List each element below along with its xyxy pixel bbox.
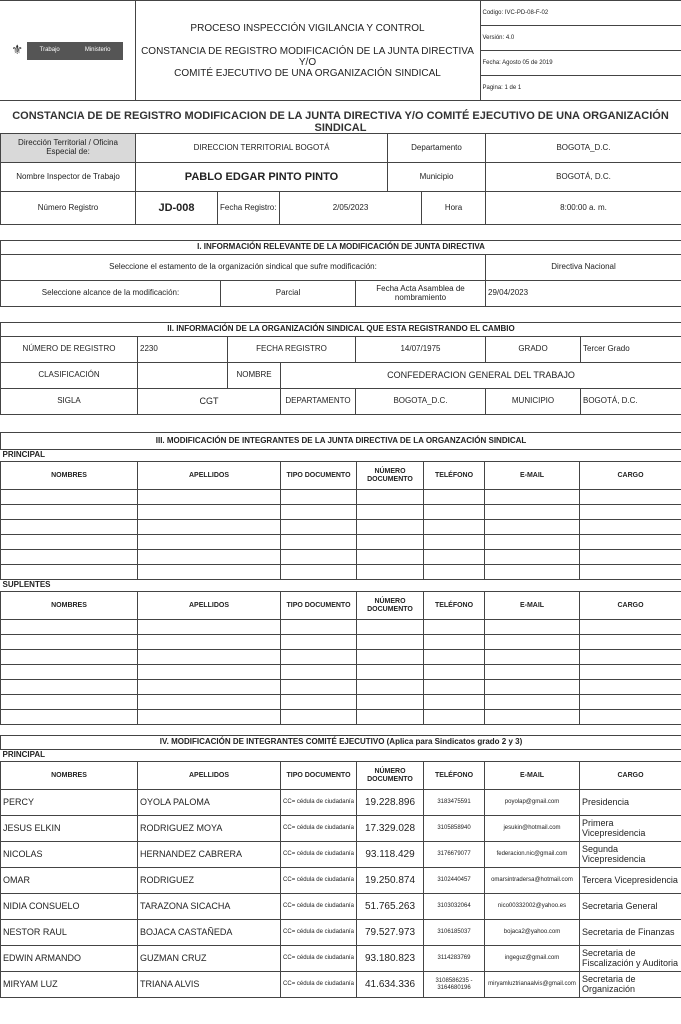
empty-cell xyxy=(580,550,681,565)
empty-cell xyxy=(281,550,357,565)
table-row xyxy=(1,920,681,946)
empty-cell xyxy=(485,505,580,520)
empty-cell xyxy=(424,620,485,635)
empty-cell xyxy=(138,710,281,725)
alcance-label: Seleccione alcance de la modificación: xyxy=(1,281,221,307)
empty-cell xyxy=(281,710,357,725)
numero-documento-cell: 93.118.429 xyxy=(357,842,424,868)
empty-cell xyxy=(138,695,281,710)
fecha-label: Fecha Registro: xyxy=(218,192,280,225)
cargo-cell: Secretaria de Finanzas xyxy=(580,920,681,946)
telefono-cell: 3105858940 xyxy=(424,816,485,842)
section-4-header: NOMBRES APELLIDOS TIPO DOCUMENTO NÚMERO DOCUMENTO TELÉFONO E-MAIL CARGO xyxy=(1,762,681,790)
empty-cell xyxy=(357,505,424,520)
empty-cell xyxy=(138,550,281,565)
empty-cell xyxy=(580,505,681,520)
telefono-cell: 3183475591 xyxy=(424,790,485,816)
empty-cell xyxy=(485,680,580,695)
empty-cell xyxy=(138,680,281,695)
nombre-value: CONFEDERACION GENERAL DEL TRABAJO xyxy=(281,363,681,389)
empty-cell xyxy=(357,565,424,580)
empty-cell xyxy=(424,635,485,650)
empty-cell xyxy=(1,635,138,650)
empty-cell xyxy=(138,490,281,505)
empty-cell xyxy=(580,635,681,650)
clasificacion-label: CLASIFICACIÓN xyxy=(1,363,138,389)
section-3-suplentes: SUPLENTES xyxy=(1,580,681,592)
empty-cell xyxy=(138,650,281,665)
empty-cell xyxy=(1,620,138,635)
empty-cell xyxy=(580,490,681,505)
tipo-documento-cell: CC= cédula de ciudadanía xyxy=(281,894,357,920)
grado-value: Tercer Grado xyxy=(581,337,681,363)
apellido-cell: BOJACA CASTAÑEDA xyxy=(138,920,281,946)
empty-cell xyxy=(580,620,681,635)
empty-cell xyxy=(138,505,281,520)
nombre-cell: OMAR xyxy=(1,868,138,894)
empty-cell xyxy=(485,550,580,565)
tipo-documento-cell: CC= cédula de ciudadanía xyxy=(281,790,357,816)
numero-documento-cell: 93.180.823 xyxy=(357,946,424,972)
apellido-cell: TRIANA ALVIS xyxy=(138,972,281,998)
empty-cell xyxy=(485,520,580,535)
numero-documento-cell: 19.228.896 xyxy=(357,790,424,816)
empty-cell xyxy=(281,620,357,635)
sigla-value: CGT xyxy=(138,389,281,415)
inspector-label: Nombre Inspector de Trabajo xyxy=(1,163,136,192)
sec2-mun-label: MUNICIPIO xyxy=(486,389,581,415)
table-row xyxy=(1,842,681,868)
empty-cell xyxy=(281,650,357,665)
email-cell: omarsintradersa@hotmail.com xyxy=(485,868,580,894)
sec2-depto-value: BOGOTA_D.C. xyxy=(356,389,486,415)
apellido-cell: RODRIGUEZ MOYA xyxy=(138,816,281,842)
info-table xyxy=(0,133,681,192)
empty-cell xyxy=(1,490,138,505)
empty-cell xyxy=(424,695,485,710)
principal-empty-row xyxy=(1,505,681,520)
apellido-cell: RODRIGUEZ xyxy=(138,868,281,894)
empty-cell xyxy=(1,505,138,520)
apellido-cell: HERNANDEZ CABRERA xyxy=(138,842,281,868)
empty-cell xyxy=(1,650,138,665)
empty-cell xyxy=(485,620,580,635)
numero-documento-cell: 19.250.874 xyxy=(357,868,424,894)
empty-cell xyxy=(580,565,681,580)
empty-cell xyxy=(138,665,281,680)
empty-cell xyxy=(281,565,357,580)
empty-cell xyxy=(1,695,138,710)
apellido-cell: GUZMAN CRUZ xyxy=(138,946,281,972)
empty-cell xyxy=(424,680,485,695)
num-registro-label: NÚMERO DE REGISTRO xyxy=(1,337,138,363)
estamento-value: Directiva Nacional xyxy=(486,255,681,281)
section-1 xyxy=(0,240,681,307)
numero-documento-cell: 41.634.336 xyxy=(357,972,424,998)
empty-cell xyxy=(1,520,138,535)
empty-cell xyxy=(485,710,580,725)
empty-cell xyxy=(424,550,485,565)
empty-cell xyxy=(485,635,580,650)
empty-cell xyxy=(424,665,485,680)
email-cell: poyolap@gmail.com xyxy=(485,790,580,816)
empty-cell xyxy=(357,680,424,695)
table-row xyxy=(1,946,681,972)
acta-label: Fecha Acta Asamblea de nombramiento xyxy=(356,281,486,307)
tipo-documento-cell: CC= cédula de ciudadanía xyxy=(281,868,357,894)
principal-empty-row xyxy=(1,520,681,535)
principal-empty-row xyxy=(1,565,681,580)
tipo-documento-cell: CC= cédula de ciudadanía xyxy=(281,842,357,868)
section-2 xyxy=(0,322,681,415)
empty-cell xyxy=(1,565,138,580)
table-row xyxy=(1,868,681,894)
hora-value: 8:00:00 a. m. xyxy=(486,192,681,225)
empty-cell xyxy=(281,520,357,535)
dir-label: Dirección Territorial / Oficina Especial de: xyxy=(1,134,136,163)
empty-cell xyxy=(281,505,357,520)
suplente-empty-row xyxy=(1,620,681,635)
empty-cell xyxy=(357,535,424,550)
nombre-cell: PERCY xyxy=(1,790,138,816)
empty-cell xyxy=(580,695,681,710)
suplente-empty-row xyxy=(1,680,681,695)
section-4 xyxy=(0,735,681,998)
email-cell: jesukin@hotmail.com xyxy=(485,816,580,842)
depto-value: BOGOTA_D.C. xyxy=(486,134,681,163)
empty-cell xyxy=(357,695,424,710)
empty-cell xyxy=(485,695,580,710)
empty-cell xyxy=(424,505,485,520)
tipo-documento-cell: CC= cédula de ciudadanía xyxy=(281,972,357,998)
numero-documento-cell: 79.527.973 xyxy=(357,920,424,946)
empty-cell xyxy=(138,620,281,635)
empty-cell xyxy=(580,665,681,680)
empty-cell xyxy=(1,710,138,725)
grado-label: GRADO xyxy=(486,337,581,363)
table-row xyxy=(1,894,681,920)
empty-cell xyxy=(580,680,681,695)
section-1-title: I. INFORMACIÓN RELEVANTE DE LA MODIFICACIÓN DE JUNTA DIRECTIVA xyxy=(1,241,681,255)
email-cell: federacion.nic@gmail.com xyxy=(485,842,580,868)
sec2-mun-value: BOGOTÁ, D.C. xyxy=(581,389,681,415)
estamento-label: Seleccione el estamento de la organización sindical que sufre modificación: xyxy=(1,255,486,281)
table-row xyxy=(1,816,681,842)
header-line2: CONSTANCIA DE REGISTRO MODIFICACIÓN DE LA JUNTA DIRECTIVA Y/O xyxy=(141,45,474,68)
empty-cell xyxy=(424,565,485,580)
principal-empty-row xyxy=(1,490,681,505)
ministry-logo: Trabajo Ministerio xyxy=(27,42,123,60)
empty-cell xyxy=(357,550,424,565)
nombre-cell: NIDIA CONSUELO xyxy=(1,894,138,920)
empty-cell xyxy=(424,710,485,725)
cargo-cell: Segunda Vicepresidencia xyxy=(580,842,681,868)
hora-label: Hora xyxy=(422,192,486,225)
telefono-cell: 3176679077 xyxy=(424,842,485,868)
section-3-principal: PRINCIPAL xyxy=(1,450,681,462)
inspector-value: PABLO EDGAR PINTO PINTO xyxy=(136,163,388,192)
fecha-registro-label: FECHA REGISTRO xyxy=(228,337,356,363)
coat-of-arms-icon: ⚜ xyxy=(11,42,24,58)
acta-value: 29/04/2023 xyxy=(486,281,681,307)
email-cell: ingeguz@gmail.com xyxy=(485,946,580,972)
email-cell: bojaca2@yahoo.com xyxy=(485,920,580,946)
empty-cell xyxy=(1,550,138,565)
fecha-value: 2/05/2023 xyxy=(280,192,422,225)
suplente-empty-row xyxy=(1,710,681,725)
section-3 xyxy=(0,432,681,725)
empty-cell xyxy=(281,535,357,550)
depto-label: Departamento xyxy=(388,134,486,163)
cargo-cell: Primera Vicepresidencia xyxy=(580,816,681,842)
empty-cell xyxy=(424,535,485,550)
telefono-cell: 3108586235 - 3164680196 xyxy=(424,972,485,998)
telefono-cell: 3103032064 xyxy=(424,894,485,920)
empty-cell xyxy=(1,680,138,695)
empty-cell xyxy=(281,665,357,680)
empty-cell xyxy=(424,520,485,535)
suplente-empty-row xyxy=(1,650,681,665)
section-3-suplentes-header: NOMBRES APELLIDOS TIPO DOCUMENTO NÚMERO DOCUMENTO TELÉFONO E-MAIL CARGO xyxy=(1,592,681,620)
empty-cell xyxy=(138,520,281,535)
empty-cell xyxy=(357,665,424,680)
cargo-cell: Presidencia xyxy=(580,790,681,816)
empty-cell xyxy=(281,490,357,505)
empty-cell xyxy=(1,535,138,550)
empty-cell xyxy=(1,665,138,680)
sec2-depto-label: DEPARTAMENTO xyxy=(281,389,356,415)
fecha-registro-value: 14/07/1975 xyxy=(356,337,486,363)
empty-cell xyxy=(138,565,281,580)
empty-cell xyxy=(281,695,357,710)
empty-cell xyxy=(357,650,424,665)
principal-empty-row xyxy=(1,550,681,565)
nombre-cell: NICOLAS xyxy=(1,842,138,868)
empty-cell xyxy=(424,650,485,665)
registro-label: Número Registro xyxy=(1,192,136,225)
numero-documento-cell: 51.765.263 xyxy=(357,894,424,920)
telefono-cell: 3102440457 xyxy=(424,868,485,894)
nombre-label: NOMBRE xyxy=(228,363,281,389)
logo-cell xyxy=(0,1,135,101)
email-cell: miryamluztrianaalvis@gmail.com xyxy=(485,972,580,998)
table-row xyxy=(1,972,681,998)
section-3-principal-header: NOMBRES APELLIDOS TIPO DOCUMENTO NÚMERO DOCUMENTO TELÉFONO E-MAIL CARGO xyxy=(1,462,681,490)
tipo-documento-cell: CC= cédula de ciudadanía xyxy=(281,920,357,946)
section-4-principal: PRINCIPAL xyxy=(1,750,681,762)
header-version: Versión: 4.0 xyxy=(480,26,681,51)
empty-cell xyxy=(357,520,424,535)
header-fecha: Fecha: Agosto 05 de 2019 xyxy=(480,51,681,76)
empty-cell xyxy=(281,635,357,650)
empty-cell xyxy=(485,665,580,680)
section-2-title: II. INFORMACIÓN DE LA ORGANIZACIÓN SINDICAL QUE ESTA REGISTRANDO EL CAMBIO xyxy=(1,323,681,337)
empty-cell xyxy=(424,490,485,505)
numero-documento-cell: 17.329.028 xyxy=(357,816,424,842)
cargo-cell: Tercera Vicepresidencia xyxy=(580,868,681,894)
empty-cell xyxy=(357,710,424,725)
telefono-cell: 3106185037 xyxy=(424,920,485,946)
empty-cell xyxy=(357,490,424,505)
suplente-empty-row xyxy=(1,635,681,650)
document-header xyxy=(0,0,681,101)
clasificacion-value xyxy=(138,363,228,389)
suplente-empty-row xyxy=(1,665,681,680)
cargo-cell: Secretaria de Organización xyxy=(580,972,681,998)
empty-cell xyxy=(138,535,281,550)
sigla-label: SIGLA xyxy=(1,389,138,415)
suplente-empty-row xyxy=(1,695,681,710)
cargo-cell: Secretaria de Fiscalización y Auditoria xyxy=(580,946,681,972)
header-codigo: Codigo: IVC-PD-08-F-02 xyxy=(480,1,681,26)
empty-cell xyxy=(281,680,357,695)
municipio-value: BOGOTÁ, D.C. xyxy=(486,163,681,192)
empty-cell xyxy=(580,710,681,725)
tipo-documento-cell: CC= cédula de ciudadanía xyxy=(281,946,357,972)
header-pagina: Pagina: 1 de 1 xyxy=(480,76,681,101)
email-cell: nico00332002@yahoo.es xyxy=(485,894,580,920)
section-3-title: III. MODIFICACIÓN DE INTEGRANTES DE LA JUNTA DIRECTIVA DE LA ORGANZACIÓN SINDICAL xyxy=(1,433,681,450)
registro-table xyxy=(0,191,681,225)
principal-empty-row xyxy=(1,535,681,550)
apellido-cell: OYOLA PALOMA xyxy=(138,790,281,816)
empty-cell xyxy=(580,650,681,665)
header-title xyxy=(135,1,480,101)
tipo-documento-cell: CC= cédula de ciudadanía xyxy=(281,816,357,842)
table-row xyxy=(1,790,681,816)
empty-cell xyxy=(485,565,580,580)
municipio-label: Municipio xyxy=(388,163,486,192)
num-registro-value: 2230 xyxy=(138,337,228,363)
nombre-cell: NESTOR RAUL xyxy=(1,920,138,946)
header-line3: COMITÉ EJECUTIVO DE UNA ORGANIZACIÓN SINDICAL xyxy=(174,67,441,79)
empty-cell xyxy=(580,535,681,550)
empty-cell xyxy=(357,635,424,650)
nombre-cell: JESUS ELKIN xyxy=(1,816,138,842)
empty-cell xyxy=(485,490,580,505)
registro-value: JD-008 xyxy=(136,192,218,225)
cargo-cell: Secretaria General xyxy=(580,894,681,920)
empty-cell xyxy=(138,635,281,650)
empty-cell xyxy=(580,520,681,535)
nombre-cell: MIRYAM LUZ xyxy=(1,972,138,998)
section-4-title: IV. MODIFICACIÓN DE INTEGRANTES COMITÉ EJECUTIVO (Aplica para Sindicatos grado 2 y 3) xyxy=(1,736,681,750)
empty-cell xyxy=(357,620,424,635)
header-line1: PROCESO INSPECCIÓN VIGILANCIA Y CONTROL xyxy=(190,22,425,34)
telefono-cell: 3114283769 xyxy=(424,946,485,972)
empty-cell xyxy=(485,650,580,665)
dir-value: DIRECCION TERRITORIAL BOGOTÁ xyxy=(136,134,388,163)
empty-cell xyxy=(485,535,580,550)
alcance-value: Parcial xyxy=(221,281,356,307)
document-title: CONSTANCIA DE DE REGISTRO MODIFICACION DE LA JUNTA DIRECTIVA Y/O COMITÉ EJECUTIVO DE UNA ORGANIZACIÓN SINDICAL xyxy=(12,110,669,134)
apellido-cell: TARAZONA SICACHA xyxy=(138,894,281,920)
nombre-cell: EDWIN ARMANDO xyxy=(1,946,138,972)
